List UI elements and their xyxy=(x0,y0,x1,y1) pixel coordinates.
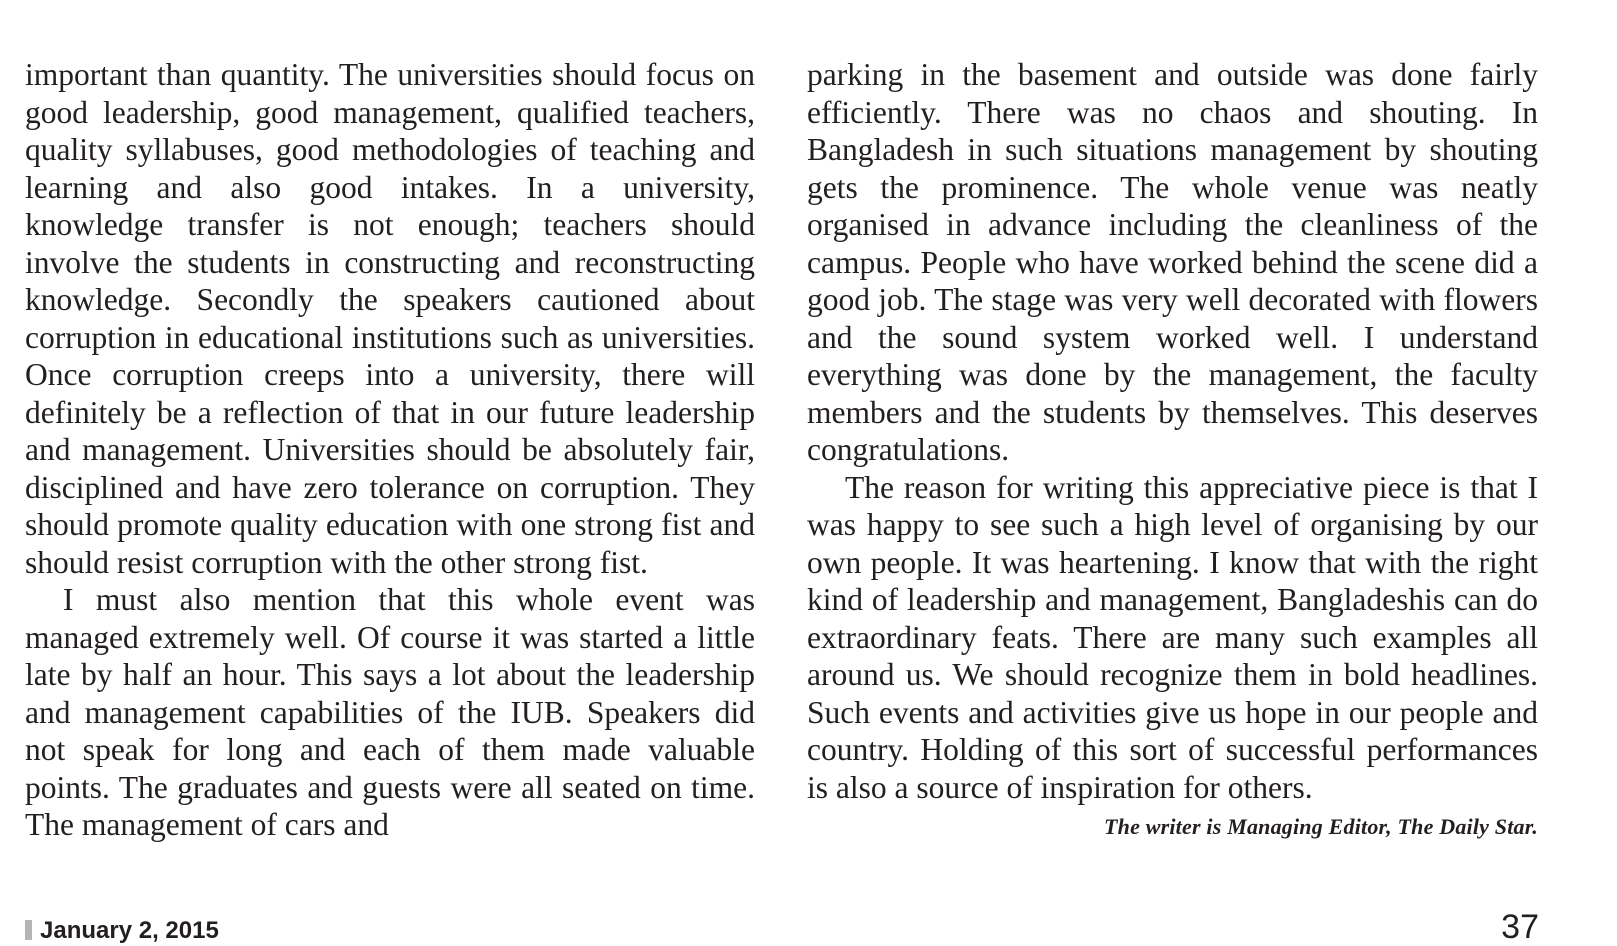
author-byline: The writer is Managing Editor, The Daily Star. xyxy=(1104,814,1538,839)
right-column xyxy=(807,56,1538,842)
page-number: 37 xyxy=(1501,908,1539,946)
left-column xyxy=(25,56,755,844)
right-paragraph-1: parking in the basement and outside was done fairly efficiently. There was no chaos and shouting. In Bangladesh in such situations management by shouting gets the prominence. The whole venue was neatly organised in advance including the cleanliness of the campus. People who have worked behind the scene did a good job. The stage was very well decorated with flowers and the sound system worked well. I understand everything was done by the management, the faculty members and the students by themselves. This deserves congratulations. xyxy=(807,57,1538,467)
left-paragraph-1: important than quantity. The universities should focus on good leadership, good management, qualified teachers, quality syllabuses, good methodologies of teaching and learning and also good intakes. In a university, knowledge transfer is not enough; teachers should involve the students in constructing and reconstructing knowledge. Secondly the speakers cautioned about corruption in educational institutions such as universities. Once corruption creeps into a university, there will definitely be a reflection of that in our future leadership and management. Universities should be absolutely fair, disciplined and have zero tolerance on corruption. They should promote quality education with one strong fist and should resist corruption with the other strong fist. xyxy=(25,57,755,580)
footer-accent-bar xyxy=(25,920,32,940)
footer-date: January 2, 2015 xyxy=(40,917,219,944)
right-paragraph-2: The reason for writing this appreciative piece is that I was happy to see such a high level of organising by our own people. It was heartening. I know that with the right kind of leadership and management, Bangladeshis can do extraordinary feats. There are many such examples all around us. We should recognize them in bold headlines. Such events and activities give us hope in our people and country. Holding of this sort of successful performances is also a source of inspiration for others. xyxy=(807,469,1538,805)
left-paragraph-2: I must also mention that this whole event was managed extremely well. Of course it was started a little late by half an hour. This says a lot about the leadership and management capabilities of the IUB. Speakers did not speak for long and each of them made valuable points. The graduates and guests were all seated on time. The management of cars and xyxy=(25,582,755,842)
